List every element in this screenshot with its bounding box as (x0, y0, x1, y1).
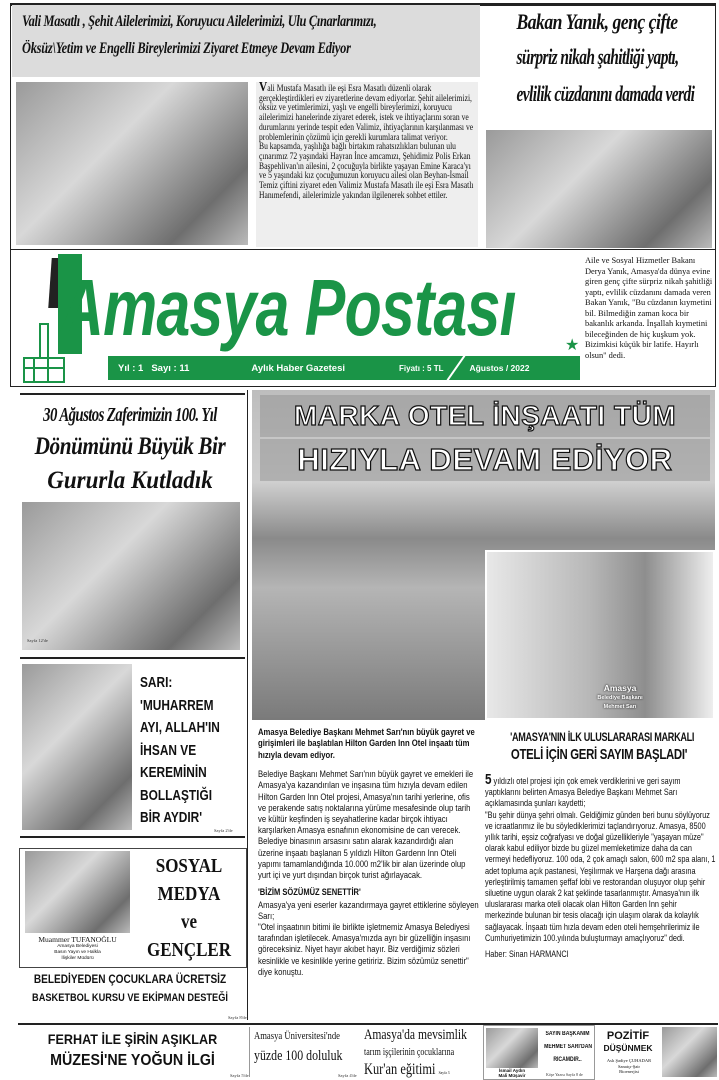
tufanoglu-caption: Muammer TUFANOĞLU Amasya Belediyesi Basın Yayın ve Halkla İlişkiler Müdürü (38, 935, 117, 961)
byline: Haber: Sinan HARMANCI (485, 948, 569, 960)
universite-headline: Amasya Üniversitesi'nde yüzde 100 doluluk (254, 1031, 343, 1064)
pozitif-headline: POZİTİF DÜŞÜNMEK (603, 1030, 653, 1053)
bakan-headline: Bakan Yanık, genç çifte sürpriz nikah şahitliği yaptı, evlilik cüzdanını damada verdi (516, 9, 695, 106)
ricam-headline: SAYIN BAŞKANIM MEHMET SARI'DAN RİCAMDIR.. (544, 1031, 593, 1063)
main-right-headline: 'AMASYA'NIN İLK ULUSLARARASI MARKALI OTELİ İÇİN GERİ SAYIM BAŞLADI' (510, 730, 695, 763)
wedding-photo (486, 130, 712, 248)
pozitif-author: Aslı Şadiye ÇUHADAR Sanatçı-Şair Bioenerjist (606, 1058, 652, 1074)
sari-headline: SARI: 'MUHARREM AYI, ALLAH'IN İHSAN VE KEREMİNİN BOLLAŞTIĞI BİR AYDIR' (140, 675, 220, 826)
bakan-story-body: Aile ve Sosyal Hizmetler Bakanı Derya Yanık, Amasya'da dünya evine giren genç çifte sürpriz nikah şahitliği yaptı, evlilik cüzdanını damada veren Bakan Yanık, "Bu cüzdanın kıymetini bil. Bilmediğin zaman koca bir bakanlık arkanda. İnşallah kıymetini bileceğinden de hiç kuşkum yok. Bizimkisi küçük bir latife. Hayırlı olsun" dedi. (585, 256, 713, 360)
main-right-column (485, 771, 716, 960)
divider (20, 657, 245, 659)
column-divider (247, 390, 248, 1020)
divider (20, 836, 245, 838)
tufanoglu-photo (25, 851, 130, 933)
mevsimlik-headline: Amasya'da mevsimlik tarım işçilerinin çocuklarına Kur'an eğitimi Sayfa 3 (364, 1027, 467, 1078)
zafer-ceremony-photo (22, 502, 240, 650)
ismail-aydin-photo (486, 1028, 538, 1068)
main-left-column: Amasya Belediye Başkanı Mehmet Sarı'nın büyük gayret ve girişimleri ile başlatılan Hilton Garden Inn Otel inşaatı tüm hızıyla devam ediyor. Belediye Başkanı Mehmet Sarı'nın büyük gayret ve emekleri ile Amasya'ya kazandırılan ve inşasına tüm hızıyla devam edilen Hilton Garden Inn Otel projesi, Amasya'nın tarihi yerlerine, ofis ve perakende satış noktalarına yürüme mesafesinde olup tarih ve kültür keşfinden iş seyahatlerine kadar birçok ihtiyacı karşılarken Amasya esnafının ekonomisine de can verecek. Belediye binasının arsasını satın alarak kazandırdığı alan üzerine inşaatı başlanan 5 yıldızlı Hilton Gardenn Inn Oteli yapımı tamamlandığında 10.000 m2'lik bir alan üzerinde olup yurt içi ve yurt dışından birçok turist ağırlayacak. 'BİZİM SÖZÜMÜZ SENETTİR' Amasya'ya yeni eserler kazandırmaya gayret ettiklerine söyleyen Sarı; "Otel inşaatının bitimi ile birlikte işletmemiz Amasya Belediyesi tarafından işletilecek. Amasya'mızda ayrı bir güzelliğin inşasını göreceksiniz. Niyet hayır akıbet hayır. Biz verdiğimiz sözleri kesinlikle ve kesinlikle yerine getiririz. Bizim sözümüz senettir" diye konuştu. (258, 726, 479, 977)
bar-slash (447, 355, 466, 381)
top-story-body: Vali Mustafa Masatlı ile eşi Esra Masatlı düzenli olarak gerçekleştirdikleri ev ziyaretlerine devam ediyorlar. Şehit ailelerimizi, öksüz ve yetimlerimizi, yaşlı ve engelli bireylerimizi, koruyucu ailelerimizi hanelerinde ziyaret ederek, istek ve ihtiyaçlarını soran ve durumlarını yerinde tespit eden Valimiz, ihtiyaçlarının karşılanması ve problemlerinin çözümü için gerekli kurumlara talimat veriyor. Bu kapsamda, yaşlılığa bağlı birtakım rahatsızlıkları bulunan ulu çınarımız 72 yaşındaki Hayran İnce amcamızı, Şehidimiz Polis Erkan Başpehlivan'ın ailesini, 2 çocuğuyla birlikte yaşayan Emine Karaca'yı ve 5 yaşındaki kız çocuğumuzun koruyucu ailesi olan Beyhan-İsmail Temiz çiftini ziyaret eden Valimiz Mustafa Masatlı ile eşi Esra Masatlı Hanımefendi, ailelerimizle yakından ilgilenerek sohbet ettiler. (259, 80, 474, 201)
mayor-calligraphy-photo (22, 664, 132, 830)
divider (249, 1027, 250, 1077)
main-right-body: 5 yıldızlı otel projesi için çok emek verdiklerini ve geri sayım yaptıklarını belirten Amasya Belediye Başkanı Mehmet Sarı açıklamasında şunları kaydetti; "Bu şehir dünya şehri olmalı. Geldiğimiz günden beri bunu söylüyoruz ve icraatlarımız ile bu söylediklerimizi taçlandırıyoruz. Amasya, 8500 yıllık tarihi, eşsiz coğrafyası ve doğal güzellikleriyle "yaşayan müze" olarak kabul ediliyor bizde bu güzel memleketimize daha da can vermeyi hedefliyoruz. 100 oda, 2 çok amaçlı salon, 600 m2 spa alanı, 1 adet topluma açık pastanesi, Yeşilırmak ve Harşena dağı arasına yerleştirilmiş tamamen şeffaf lobi ve restorandan oluşuyor olup şehir siluetine uygun olarak 2 kat şeklinde tasarlanmıştır. Amasya'nın ilk uluslararası marka oteli olacak olan Hilton Garden Inn şehir merkezinde bulunan bir tesis olacağı için ulaşım olarak da kolaylık sağlayacak. İnşaatı tüm hızla devam eden oteli hemşehrilerimiz ile Cumhuriyetimizin 100.yılında buluşturmayı amaçlıyoruz" dedi. (485, 771, 716, 943)
basketbol-headline: BELEDİYEDEN ÇOCUKLARA ÜCRETSİZ BASKETBOL KURSU VE EKİPMAN DESTEĞİ (32, 972, 228, 1004)
logo-text: Amasya Postası (60, 263, 516, 352)
star-icon: ★ (565, 337, 580, 354)
sosyal-headline: SOSYAL MEDYA ve GENÇLER (146, 855, 232, 961)
cuhadar-photo (662, 1027, 717, 1077)
top-story-headline: Vali Masatlı , Şehit Ailelerimizi, Koruyucu Ailelerimizi, Ulu Çınarlarımızı, Öksüz\Yetim ve Engelli Bireylerimizi Ziyaret Etmeye Devam Ediyor (12, 5, 480, 77)
bottom-divider (18, 1023, 718, 1025)
masthead-bar: Yıl : 1 Sayı : 11 Aylık Haber Gazetesi Fiyatı : 5 TL Ağustos / 2022 (108, 356, 580, 380)
ismail-aydin-caption: İsmail Aydın Mali Müşavir (498, 1068, 526, 1078)
divider (20, 393, 245, 395)
mayor-photo-caption: Amasya Belediye Başkanı Mehmet Sarı (597, 683, 643, 710)
governor-visit-photo (16, 82, 248, 245)
main-headline: MARKA OTEL İNŞAATI TÜM HIZIYLA DEVAM EDİYOR (260, 395, 710, 481)
zafer-headline: 30 Ağustos Zaferimizin 100. Yıl Dönümünü Büyük Bir Gururla Kutladık (34, 404, 226, 494)
ferhat-headline: FERHAT İLE ŞİRİN AŞIKLAR MÜZESİ'NE YOĞUN İLGİ (47, 1031, 218, 1069)
